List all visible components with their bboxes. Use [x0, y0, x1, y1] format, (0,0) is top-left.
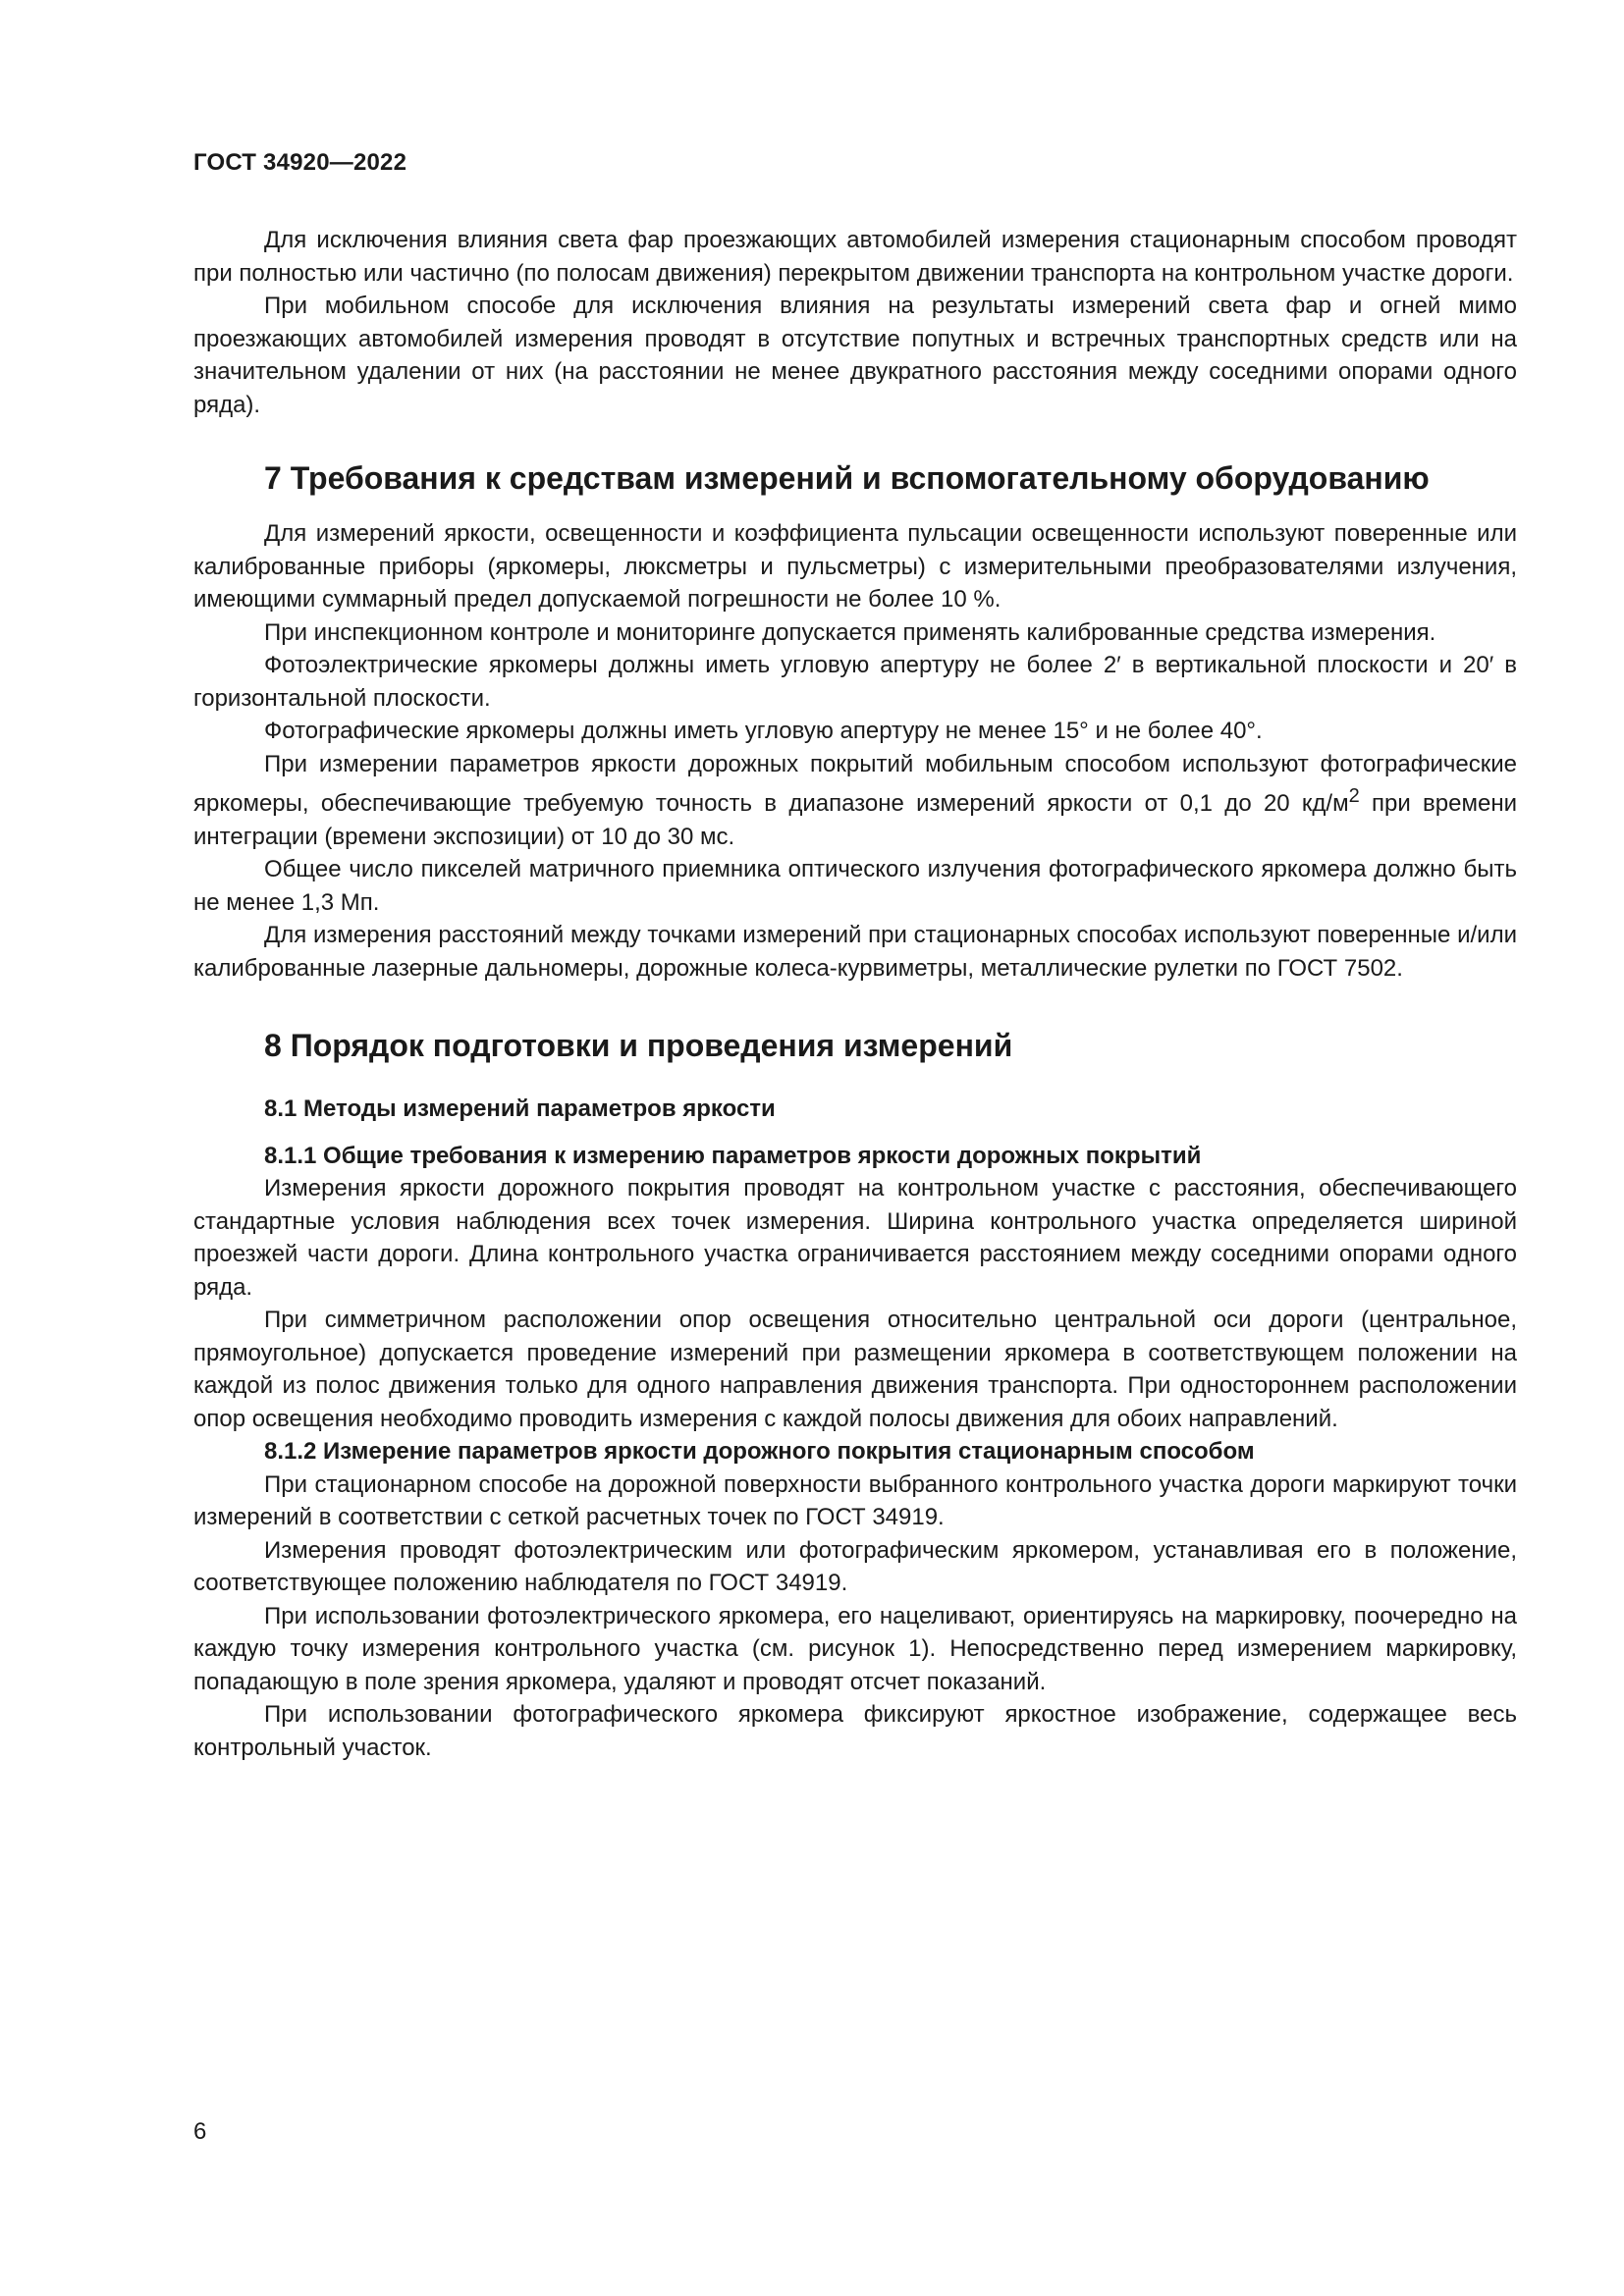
- paragraph: Измерения яркости дорожного покрытия проводят на контрольном участке с расстояния, обеспечивающего стандартные условия наблюдения всех точек измерения. Ширина контрольного участка определяется шириной проезжей части дороги. Длина контрольного участка ограничивается расстоянием между соседними опорами одного ряда.: [193, 1175, 1517, 1301]
- paragraph: Фотоэлектрические яркомеры должны иметь угловую апертуру не более 2′ в вертикальной плоскости и 20′ в горизонтальной плоскости.: [193, 652, 1517, 712]
- page-number: 6: [193, 2118, 207, 2145]
- paragraph: При симметричном расположении опор освещения относительно центральной оси дороги (центральное, прямоугольное) допускается проведение измерений при размещении яркомера в соответствующем положении на каждой из полос движения только для одного направления движения транспорта. При одностороннем расположении опор освещения необходимо проводить измерения с каждой полосы движения для обоих направлений.: [193, 1307, 1517, 1432]
- paragraph: Общее число пикселей матричного приемника оптического излучения фотографического яркомера должно быть не менее 1,3 Мп.: [193, 856, 1517, 916]
- paragraph: [193, 748, 1517, 854]
- paragraph: При использовании фотоэлектрического яркомера, его нацеливают, ориентируясь на маркировку, поочередно на каждую точку измерения контрольного участка (см. рисунок 1). Непосредственно перед измерением маркировку, попадающую в поле зрения яркомера, удаляют и проводят отсчет показаний.: [193, 1602, 1517, 1695]
- paragraph: Для измерений яркости, освещенности и коэффициента пульсации освещенности используют поверенные или калиброванные приборы (яркомеры, люксметры и пульсметры) с измерительными преобразователями излучения, имеющими суммарный предел допускаемой погрешности не более 10 %.: [193, 520, 1517, 613]
- text-run: при времени интеграции (времени экспозиции) от 10 до 30 мс.: [193, 790, 1518, 850]
- text-run: При измерении параметров яркости дорожных покрытий мобильным способом используют фотографические яркомеры, обеспечивающие требуемую точность в диапазоне измерений яркости от 0,1 до 20 кд/м: [193, 750, 1517, 817]
- paragraph: При стационарном способе на дорожной поверхности выбранного контрольного участка дороги маркируют точки измерений в соответствии с сеткой расчетных точек по ГОСТ 34919.: [193, 1470, 1517, 1530]
- paragraph: Измерения проводят фотоэлектрическим или фотографическим яркомером, устанавливая его в положение, соответствующее положению наблюдателя по ГОСТ 34919.: [193, 1536, 1517, 1596]
- section-7-heading: 7 Требования к средствам измерений и вспомогательному оборудованию: [264, 460, 1430, 496]
- superscript: 2: [1348, 785, 1360, 807]
- paragraph: При мобильном способе для исключения влияния на результаты измерений света фар и огней мимо проезжающих автомобилей измерения проводят в отсутствие попутных и встречных транспортных средств или на значительном удалении от них (на расстоянии не менее двукратного расстояния между соседними опорами одного ряда).: [193, 293, 1517, 418]
- paragraph: При использовании фотографического яркомера фиксируют яркостное изображение, содержащее весь контрольный участок.: [193, 1701, 1517, 1761]
- paragraph: При инспекционном контроле и мониторинге допускается применять калиброванные средства измерения.: [264, 618, 1436, 646]
- paragraph: Фотографические яркомеры должны иметь угловую апертуру не менее 15° и не более 40°.: [264, 718, 1263, 744]
- document-header: ГОСТ 34920—2022: [193, 149, 407, 176]
- document-body: [193, 224, 1517, 1764]
- subsection-8-1-1-heading: 8.1.1 Общие требования к измерению параметров яркости дорожных покрытий: [264, 1142, 1202, 1169]
- paragraph: Для измерения расстояний между точками измерений при стационарных способах используют поверенные и/или калиброванные лазерные дальномеры, дорожные колеса-курвиметры, металлические рулетки по ГОСТ 7502.: [193, 922, 1517, 982]
- subsection-8-1-heading: 8.1 Методы измерений параметров яркости: [264, 1095, 776, 1122]
- paragraph: Для исключения влияния света фар проезжающих автомобилей измерения стационарным способом проводят при полностью или частично (по полосам движения) перекрытом движении транспорта на контрольном участке дороги.: [193, 227, 1517, 287]
- section-8-heading: 8 Порядок подготовки и проведения измерений: [264, 1028, 1013, 1063]
- subsection-8-1-2-heading: 8.1.2 Измерение параметров яркости дорожного покрытия стационарным способом: [264, 1438, 1255, 1465]
